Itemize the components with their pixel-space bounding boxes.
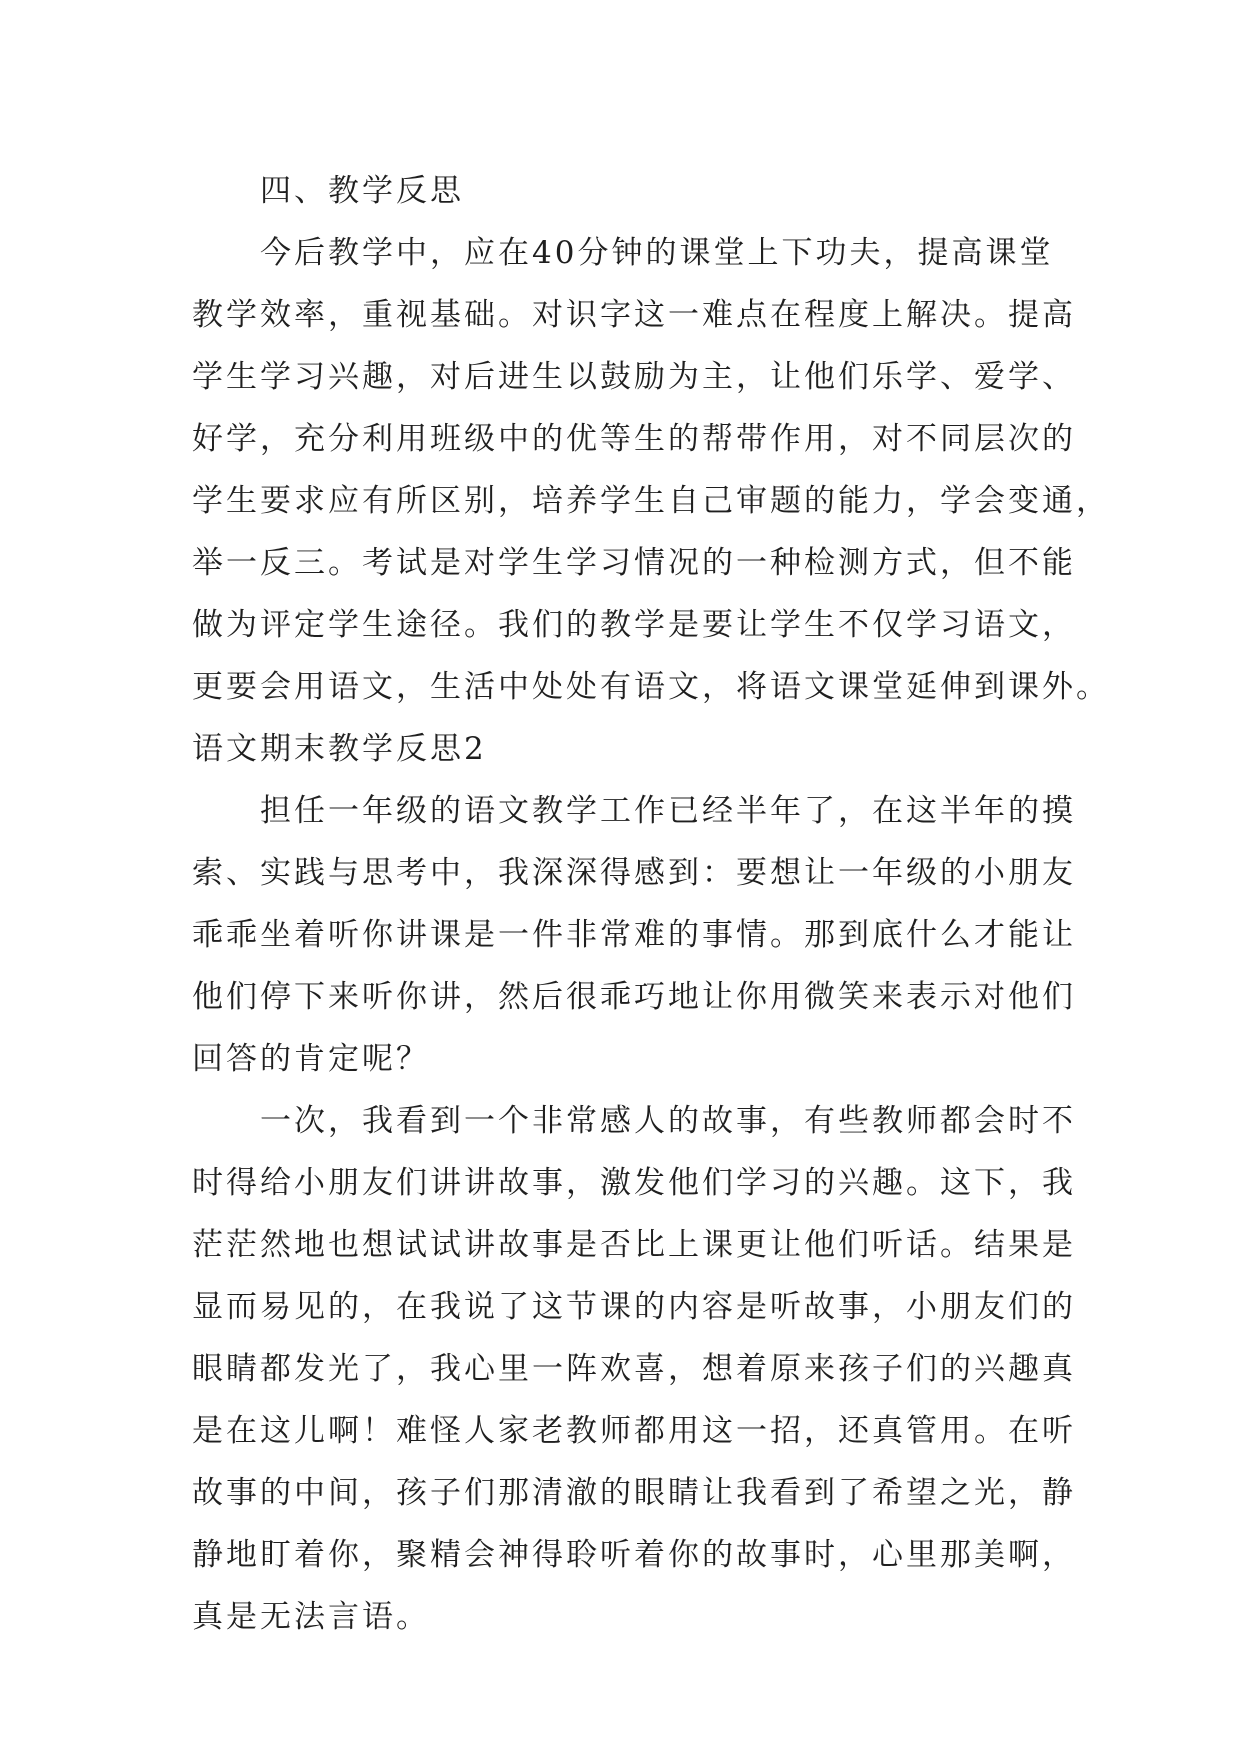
- paragraph-line: 好学，充分利用班级中的优等生的帮带作用，对不同层次的: [192, 421, 1076, 457]
- document-title: 语文期末教学反思2: [192, 731, 487, 767]
- section-heading: 四、教学反思: [192, 173, 464, 209]
- paragraph-line: 眼睛都发光了，我心里一阵欢喜，想着原来孩子们的兴趣真: [192, 1351, 1076, 1387]
- paragraph-line: 举一反三。考试是对学生学习情况的一种检测方式，但不能: [192, 545, 1076, 581]
- paragraph-line: 今后教学中，应在40分钟的课堂上下功夫，提高课堂: [192, 235, 1054, 271]
- paragraph-line: 乖乖坐着听你讲课是一件非常难的事情。那到底什么才能让: [192, 917, 1076, 953]
- paragraph-line: 故事的中间，孩子们那清澈的眼睛让我看到了希望之光，静: [192, 1475, 1076, 1511]
- paragraph-line: 学生学习兴趣，对后进生以鼓励为主，让他们乐学、爱学、: [192, 359, 1076, 395]
- paragraph-line: 学生要求应有所区别，培养学生自己审题的能力，学会变通，: [192, 483, 1110, 519]
- paragraph-line: 做为评定学生途径。我们的教学是要让学生不仅学习语文，: [192, 607, 1076, 643]
- paragraph-line: 一次，我看到一个非常感人的故事，有些教师都会时不: [192, 1103, 1076, 1139]
- document-body: [192, 160, 1110, 1648]
- paragraph-line: 回答的肯定呢？: [192, 1041, 430, 1077]
- paragraph-line: 茫茫然地也想试试讲故事是否比上课更让他们听话。结果是: [192, 1227, 1076, 1263]
- paragraph-line: 真是无法言语。: [192, 1599, 430, 1635]
- paragraph-line: 担任一年级的语文教学工作已经半年了，在这半年的摸: [192, 793, 1076, 829]
- paragraph-line: 时得给小朋友们讲讲故事，激发他们学习的兴趣。这下，我: [192, 1165, 1076, 1201]
- paragraph-line: 教学效率，重视基础。对识字这一难点在程度上解决。提高: [192, 297, 1076, 333]
- paragraph-line: 他们停下来听你讲，然后很乖巧地让你用微笑来表示对他们: [192, 979, 1076, 1015]
- paragraph-line: 是在这儿啊！难怪人家老教师都用这一招，还真管用。在听: [192, 1413, 1076, 1449]
- paragraph-line: 静地盯着你，聚精会神得聆听着你的故事时，心里那美啊，: [192, 1537, 1076, 1573]
- paragraph-line: 更要会用语文，生活中处处有语文，将语文课堂延伸到课外。: [192, 669, 1110, 705]
- paragraph-line: 索、实践与思考中，我深深得感到：要想让一年级的小朋友: [192, 855, 1076, 891]
- paragraph-line: 显而易见的，在我说了这节课的内容是听故事，小朋友们的: [192, 1289, 1076, 1325]
